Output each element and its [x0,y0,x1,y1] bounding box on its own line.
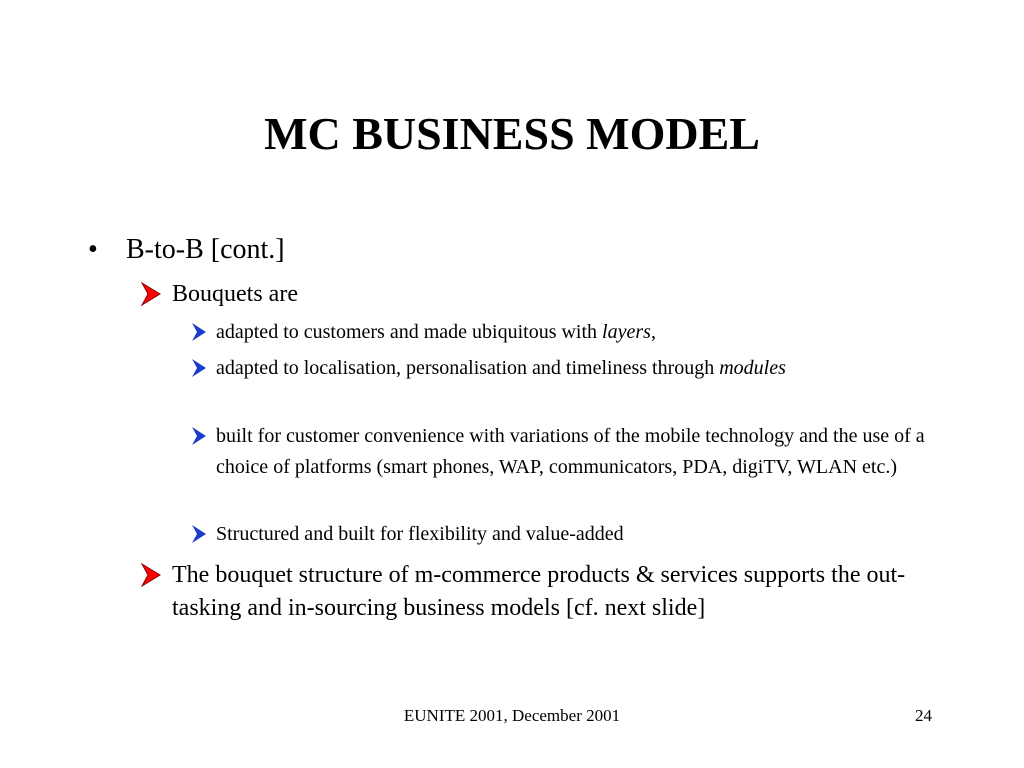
arrow-bullet-icon [140,562,162,588]
page-number: 24 [915,706,932,725]
bullet-dot-icon: • [88,234,98,265]
slide-title: MC BUSINESS MODEL [264,108,760,159]
item-text: adapted to customers and made ubiquitous with layers, [216,321,656,343]
sub-bullet-text: Bouquets are [172,281,298,307]
item-text: Structured and built for flexibility and value-added [216,523,624,545]
small-arrow-bullet-icon [190,321,208,343]
emphasis-modules: modules [719,357,786,379]
item-text: adapted to localisation, personalisation and timeliness through modules [216,357,786,379]
small-arrow-bullet-icon [190,425,208,447]
item-text: built for customer convenience with variations of the mobile technology and the use of a choice of platforms (smart phones, WAP, communicators, PDA, digiTV, WLAN etc.) [216,425,925,478]
arrow-bullet-icon [140,281,162,307]
footer-text: EUNITE 2001, December 2001 [403,706,621,725]
bullet-text: B-to-B [cont.] [126,234,285,265]
sub-bullet-text: The bouquet structure of m-commerce products & services supports the out-tasking and in-sourcing business models [cf. next slide] [172,562,906,621]
emphasis-layers: layers [602,321,651,343]
small-arrow-bullet-icon [190,523,208,545]
small-arrow-bullet-icon [190,357,208,379]
